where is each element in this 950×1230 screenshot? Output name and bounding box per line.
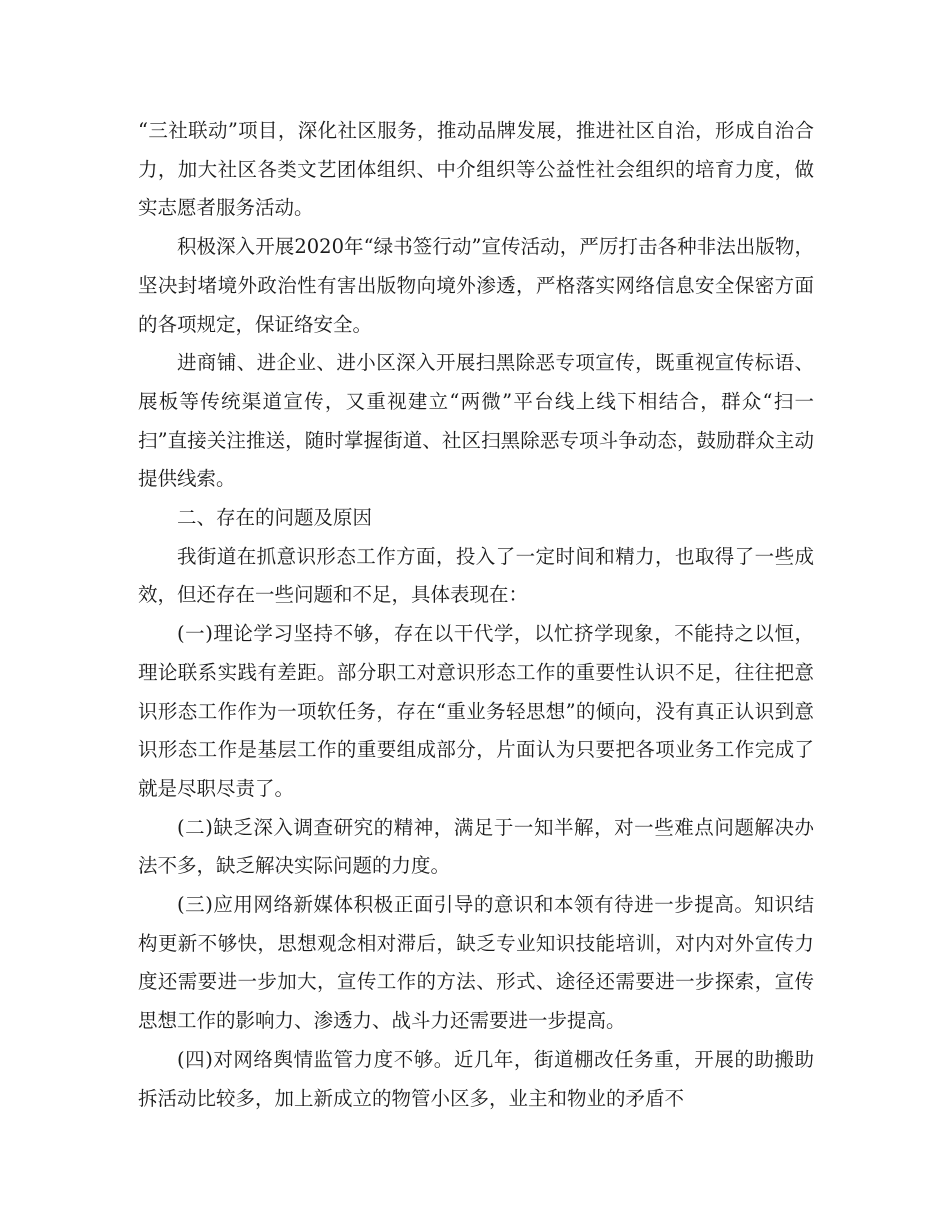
section-heading-problems: 二、存在的问题及原因 xyxy=(177,506,373,530)
paragraph-problem-3: (三)应用网络新媒体积极正面引导的意识和本领有待进一步提高。知识结构更新不够快，思想观念相对滞后，缺乏专业知识技能培训，对内对外宣传力度还需要进一步加大，宣传工作的方法、形式、途径还需要进一步探索，宣传思想工作的影响力、渗透力、战斗力还需要进一步提高。 xyxy=(138,893,814,1033)
paragraph-problem-4: (四)对网络舆情监管力度不够。近几年，街道棚改任务重，开展的助搬助拆活动比较多，加上新成立的物管小区多，业主和物业的矛盾不 xyxy=(138,1047,814,1110)
paragraph-sanshe-liandong: “三社联动”项目，深化社区服务，推动品牌发展，推进社区自治，形成自治合力，加大社区各类文艺团体组织、中介组织等公益性社会组织的培育力度，做实志愿者服务活动。 xyxy=(138,119,814,220)
paragraph-anti-crime-publicity: 进商铺、进企业、进小区深入开展扫黑除恶专项宣传，既重视宣传标语、展板等传统渠道宣传，又重视建立“两微”平台线上线下相结合，群众“扫一扫”直接关注推送，随时掌握街道、社区扫黑除恶专项斗争动态，鼓励群众主动提供线索。 xyxy=(138,351,814,491)
paragraph-problem-1: (一)理论学习坚持不够，存在以干代学，以忙挤学现象，不能持之以恒，理论联系实践有差距。部分职工对意识形态工作的重要性认识不足，往往把意识形态工作作为一项软任务，存在“重业务轻思想”的倾向，没有真正认识到意识形态工作是基层工作的重要组成部分，片面认为只要把各项业务工作完成了就是尽职尽责了。 xyxy=(138,622,814,800)
paragraph-problems-intro: 我街道在抓意识形态工作方面，投入了一定时间和精力，也取得了一些成效，但还存在一些问题和不足，具体表现在： xyxy=(138,544,814,607)
paragraph-problem-2: (二)缺乏深入调查研究的精神，满足于一知半解，对一些难点问题解决办法不多，缺乏解决实际问题的力度。 xyxy=(138,815,814,878)
document-body xyxy=(138,112,814,1118)
paragraph-green-bookmark-campaign: 积极深入开展2020年“绿书签行动”宣传活动，严厉打击各种非法出版物，坚决封堵境外政治性有害出版物向境外渗透，严格落实网络信息安全保密方面的各项规定，保证络安全。 xyxy=(138,235,814,336)
